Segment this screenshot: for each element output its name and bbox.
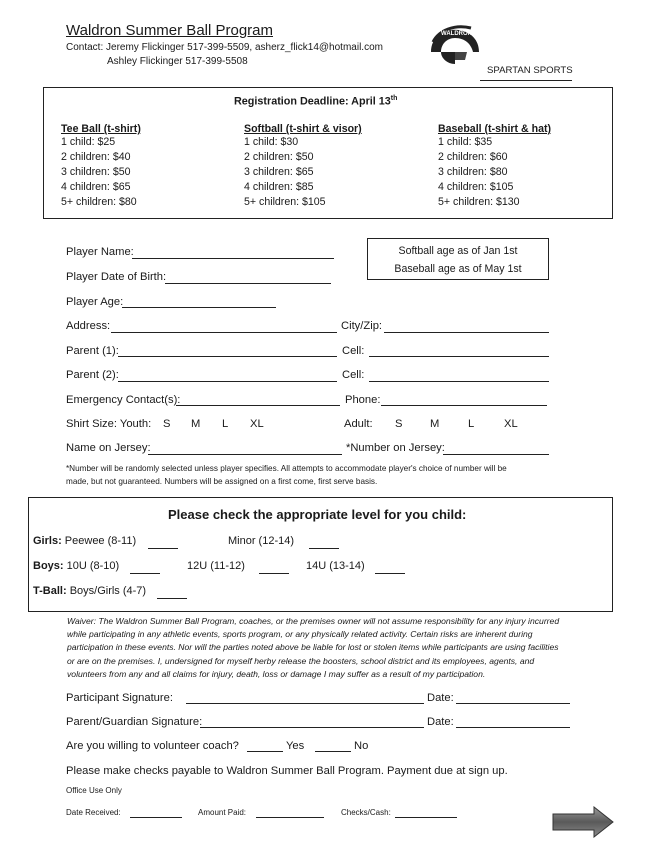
cell2-field[interactable] bbox=[369, 381, 549, 382]
next-page-arrow[interactable] bbox=[552, 806, 614, 843]
address-label: Address: bbox=[66, 320, 111, 332]
cell1-field[interactable] bbox=[369, 356, 549, 357]
boys-10u-option[interactable]: Boys: 10U (8-10) bbox=[33, 560, 120, 572]
price-row: 1 child: $35 bbox=[438, 136, 493, 148]
price-row: 4 children: $85 bbox=[244, 181, 314, 193]
tball-option[interactable]: T-Ball: Boys/Girls (4-7) bbox=[33, 585, 147, 597]
adult-size-xl[interactable]: XL bbox=[504, 418, 518, 430]
brand-underline bbox=[480, 80, 572, 81]
spartan-logo bbox=[425, 22, 485, 75]
parent2-label: Parent (2): bbox=[66, 369, 119, 381]
amount-paid-field[interactable] bbox=[256, 817, 324, 818]
price-row: 3 children: $65 bbox=[244, 166, 314, 178]
age-field[interactable] bbox=[122, 307, 276, 308]
phone-label: Phone: bbox=[345, 394, 381, 406]
girls-peewee-option[interactable]: Girls: Peewee (8-11) bbox=[33, 535, 137, 547]
volunteer-yes[interactable]: Yes bbox=[286, 740, 305, 752]
girls-minor-option[interactable]: Minor (12-14) bbox=[228, 535, 295, 547]
office-use-title: Office Use Only bbox=[66, 786, 122, 795]
boys-10u-blank[interactable] bbox=[130, 573, 160, 574]
city-zip-label: City/Zip: bbox=[341, 320, 383, 332]
parent1-field[interactable] bbox=[118, 356, 337, 357]
waiver-text: Waiver: The Waldron Summer Ball Program, coaches, or the premises owner will not assume responsibility for any injury incurred while participating in any athletic events, sports program, or any physically related activity. Certain risks are inherent during participation in these events. Nor will the parties noted above be liable for lost or stolen items while participants are using facilities or are on the premises. I, undersigned for myself herby release the boosters, school district and its employees, agents, and volunteers from any and all claims for injury, death, loss or damage I may suffer as a result of my participation. bbox=[67, 616, 560, 679]
pricing-box bbox=[43, 87, 613, 219]
volunteer-question: Are you willing to volunteer coach? bbox=[66, 740, 239, 752]
adult-size-l[interactable]: L bbox=[468, 418, 475, 430]
jersey-name-field[interactable] bbox=[148, 454, 342, 455]
contact-line-1: Contact: Jeremy Flickinger 517-399-5509, asherz_flick14@hotmail.com bbox=[66, 42, 383, 53]
checks-cash-label: Checks/Cash: bbox=[341, 808, 391, 817]
shirt-size-label: Shirt Size: Youth: bbox=[66, 418, 152, 430]
price-row: 3 children: $80 bbox=[438, 166, 508, 178]
youth-size-xl[interactable]: XL bbox=[250, 418, 264, 430]
volunteer-no[interactable]: No bbox=[354, 740, 369, 752]
price-row: 2 children: $50 bbox=[244, 151, 314, 163]
emergency-label: Emergency Contact(s): bbox=[66, 394, 181, 406]
teeball-column bbox=[61, 123, 141, 210]
right-arrow-icon bbox=[552, 806, 614, 838]
date1-label: Date: bbox=[427, 692, 454, 704]
dob-label: Player Date of Birth: bbox=[66, 271, 167, 283]
price-row: 5+ children: $130 bbox=[438, 196, 520, 208]
adult-label: Adult: bbox=[344, 418, 373, 430]
price-row: 1 child: $25 bbox=[61, 136, 116, 148]
date-received-field[interactable] bbox=[130, 817, 182, 818]
guardian-signature-label: Parent/Guardian Signature: bbox=[66, 716, 203, 728]
guardian-signature-field[interactable] bbox=[200, 727, 424, 728]
baseball-title: Baseball (t-shirt & hat) bbox=[438, 123, 552, 135]
boys-14u-option[interactable]: 14U (13-14) bbox=[306, 560, 365, 572]
boys-14u-blank[interactable] bbox=[375, 573, 405, 574]
adult-size-m[interactable]: M bbox=[430, 418, 440, 430]
program-title: Waldron Summer Ball Program bbox=[66, 22, 274, 39]
contact-line-2: Ashley Flickinger 517-399-5508 bbox=[107, 56, 248, 67]
volunteer-no-blank[interactable] bbox=[315, 751, 351, 752]
level-box bbox=[28, 497, 613, 612]
youth-size-l[interactable]: L bbox=[222, 418, 229, 430]
boys-12u-blank[interactable] bbox=[259, 573, 289, 574]
tball-blank[interactable] bbox=[157, 598, 187, 599]
player-name-field[interactable] bbox=[132, 258, 334, 259]
youth-size-m[interactable]: M bbox=[191, 418, 201, 430]
payment-note: Please make checks payable to Waldron Summer Ball Program. Payment due at sign up. bbox=[66, 765, 508, 777]
emergency-field[interactable] bbox=[176, 405, 340, 406]
price-row: 5+ children: $105 bbox=[244, 196, 326, 208]
girls-peewee-blank[interactable] bbox=[148, 548, 178, 549]
city-zip-field[interactable] bbox=[384, 332, 549, 333]
spartan-helmet-icon bbox=[425, 22, 485, 70]
price-row: 4 children: $65 bbox=[61, 181, 131, 193]
volunteer-yes-blank[interactable] bbox=[247, 751, 283, 752]
cell1-label: Cell: bbox=[342, 345, 365, 357]
participant-signature-label: Participant Signature: bbox=[66, 692, 173, 704]
brand-name: SPARTAN SPORTS bbox=[487, 65, 573, 76]
registration-deadline: Registration Deadline: April 13th bbox=[234, 95, 398, 108]
address-field[interactable] bbox=[111, 332, 337, 333]
jersey-number-label: *Number on Jersey: bbox=[346, 442, 445, 454]
teeball-title: Tee Ball (t-shirt) bbox=[61, 123, 141, 135]
logo-text: WALDRON bbox=[441, 31, 472, 37]
checks-cash-field[interactable] bbox=[395, 817, 457, 818]
jersey-number-field[interactable] bbox=[443, 454, 549, 455]
softball-column bbox=[244, 123, 362, 210]
player-name-label: Player Name: bbox=[66, 246, 134, 258]
date2-field[interactable] bbox=[456, 727, 570, 728]
price-row: 1 child: $30 bbox=[244, 136, 299, 148]
date1-field[interactable] bbox=[456, 703, 570, 704]
adult-size-s[interactable]: S bbox=[395, 418, 403, 430]
price-row: 2 children: $40 bbox=[61, 151, 131, 163]
price-row: 5+ children: $80 bbox=[61, 196, 137, 208]
price-row: 2 children: $60 bbox=[438, 151, 508, 163]
cell2-label: Cell: bbox=[342, 369, 365, 381]
phone-field[interactable] bbox=[381, 405, 547, 406]
jersey-note-2: made, but not guaranteed. Numbers will be assigned on a first come, first serve basis. bbox=[66, 477, 378, 486]
baseball-age-note: Baseball age as of May 1st bbox=[394, 263, 522, 275]
baseball-column bbox=[438, 123, 551, 210]
softball-age-note: Softball age as of Jan 1st bbox=[398, 245, 518, 257]
date2-label: Date: bbox=[427, 716, 454, 728]
youth-size-s[interactable]: S bbox=[163, 418, 171, 430]
participant-signature-field[interactable] bbox=[186, 703, 424, 704]
parent2-field[interactable] bbox=[118, 381, 337, 382]
amount-paid-label: Amount Paid: bbox=[198, 808, 247, 817]
boys-12u-option[interactable]: 12U (11-12) bbox=[187, 560, 245, 572]
level-title: Please check the appropriate level for you child: bbox=[168, 507, 467, 522]
dob-field[interactable] bbox=[165, 283, 331, 284]
jersey-name-label: Name on Jersey: bbox=[66, 442, 151, 454]
price-row: 3 children: $50 bbox=[61, 166, 131, 178]
softball-title: Softball (t-shirt & visor) bbox=[244, 123, 362, 135]
parent1-label: Parent (1): bbox=[66, 345, 119, 357]
age-label: Player Age: bbox=[66, 296, 124, 308]
date-received-label: Date Received: bbox=[66, 808, 121, 817]
price-row: 4 children: $105 bbox=[438, 181, 514, 193]
girls-minor-blank[interactable] bbox=[309, 548, 339, 549]
jersey-note-1: *Number will be randomly selected unless player specifies. All attempts to accommodate player's choice of number will be bbox=[66, 464, 507, 473]
age-note-box bbox=[367, 238, 549, 280]
